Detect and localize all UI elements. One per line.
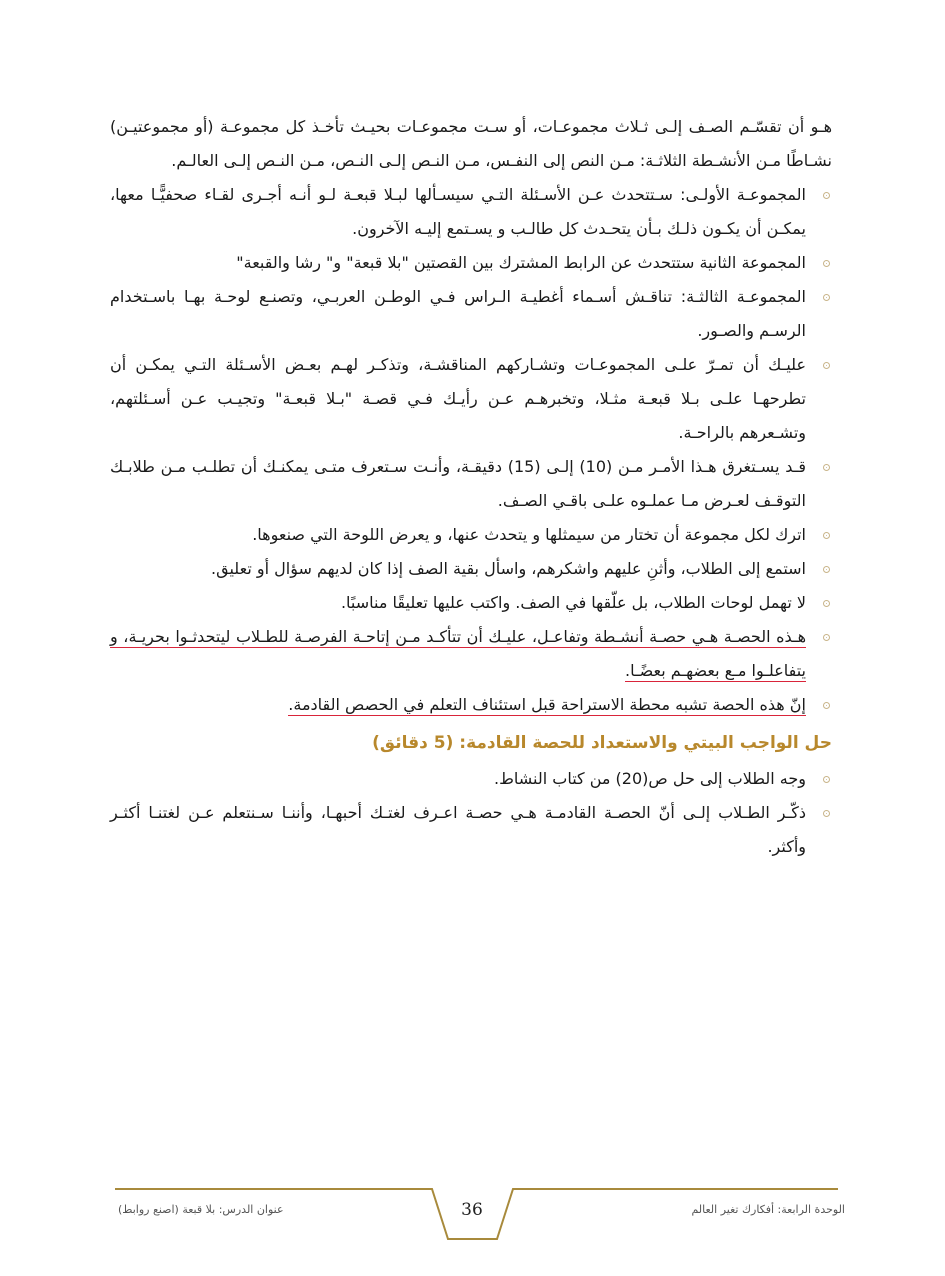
list-item-text: قـد يسـتغرق هـذا الأمـر مـن (10) إلـى (15) دقيقـة، وأنـت سـتعرف متـى يمكنـك أن تطلـب مـن طلابـك التوقـف لعـرض مـا عملـوه علـى باقـي الصـف. bbox=[110, 457, 807, 510]
list-item-text: اترك لكل مجموعة أن تختار من سيمثلها و يتحدث عنها، و يعرض اللوحة التي صنعوها. bbox=[252, 525, 806, 544]
list-item-text: لا تهمل لوحات الطلاب، بل علّقها في الصف. واكتب عليها تعليقًا مناسبًا. bbox=[340, 593, 806, 612]
list-item-text: ذكّـر الطـلاب إلـى أنّ الحصـة القادمـة هـي حصـة اعـرف لغتـك أحبهـا، وأننـا سـنتعلم عـن لغتنـا أكثـر وأكثر. bbox=[110, 803, 806, 856]
list-item-text: وجه الطلاب إلى حل ص(20) من كتاب النشاط. bbox=[493, 769, 806, 788]
footer-lesson-title: عنوان الدرس: بلا قبعة (اصنع روابط) bbox=[118, 1203, 284, 1216]
intro-paragraph: هـو أن تقسّـم الصـف إلـى ثـلاث مجموعـات، أو سـت مجموعـات بحيـث تأخـذ كل مجموعـة (أو مجموعتيـن) نشـاطًا مـن الأنشـطة الثلاثـة: مـن النص إلى النفـس، مـن النـص إلـى النـص، مـن النـص إلـى العالـم. bbox=[110, 117, 832, 170]
highlighted-text: هـذه الحصـة هـي حصـة أنشـطة وتفاعـل، عليـك أن تتأكـد مـن إتاحـة الفرصـة للطـلاب ليتحدثـوا بحريـة، و يتفاعلـوا مـع بعضهـم بعضًـا. bbox=[110, 627, 806, 680]
page-number: 36 bbox=[461, 1200, 483, 1220]
list-item-text: عليـك أن تمـرّ علـى المجموعـات وتشـاركهم المناقشـة، وتذكـر لهـم بعـض الأسـئلة التـي يمكـن أن تطرحهـا علـى بـلا قبعـة مثـلا، وتخبرهـم عـن رأيـك فـي قصـة "بـلا قبعـة" وتجيـب عـن أسـئلتهم، وتشـعرهم بالراحـة. bbox=[110, 355, 806, 442]
list-item-text: المجموعة الثانية ستتحدث عن الرابط المشترك بين القصتين "بلا قبعة" و" رشا والقبعة" bbox=[236, 253, 806, 272]
footer-unit-title: الوحدة الرابعة: أفكارك تغير العالم bbox=[691, 1203, 845, 1216]
homework-heading: حل الواجب البيتي والاستعداد للحصة القادمة: (5 دقائق) bbox=[372, 733, 832, 753]
list-item-text: المجموعـة الثالثـة: تناقـش أسـماء أغطيـة الـراس فـي الوطـن العربـي، وتصنـع لوحـة بهـا باسـتخدام الرسـم والصـور. bbox=[110, 287, 806, 340]
list-item-text: المجموعـة الأولـى: سـتتحدث عـن الأسـئلة التـي سيسـألها لبـلا قبعـة لـو أنـه أجـرى لقـاء صحفيًّـا معها، يمكـن أن يكـون ذلـك بـأن يتحـدث كل طالـب و يسـتمع إليـه الآخرون. bbox=[110, 185, 806, 238]
list-item-text: استمع إلى الطلاب، وأثنِ عليهم واشكرهم، واسأل بقية الصف إذا كان لديهم سؤال أو تعليق. bbox=[211, 559, 806, 578]
highlighted-text: إنّ هذه الحصة تشبه محطة الاستراحة قبل استئناف التعلم في الحصص القادمة. bbox=[288, 695, 806, 714]
